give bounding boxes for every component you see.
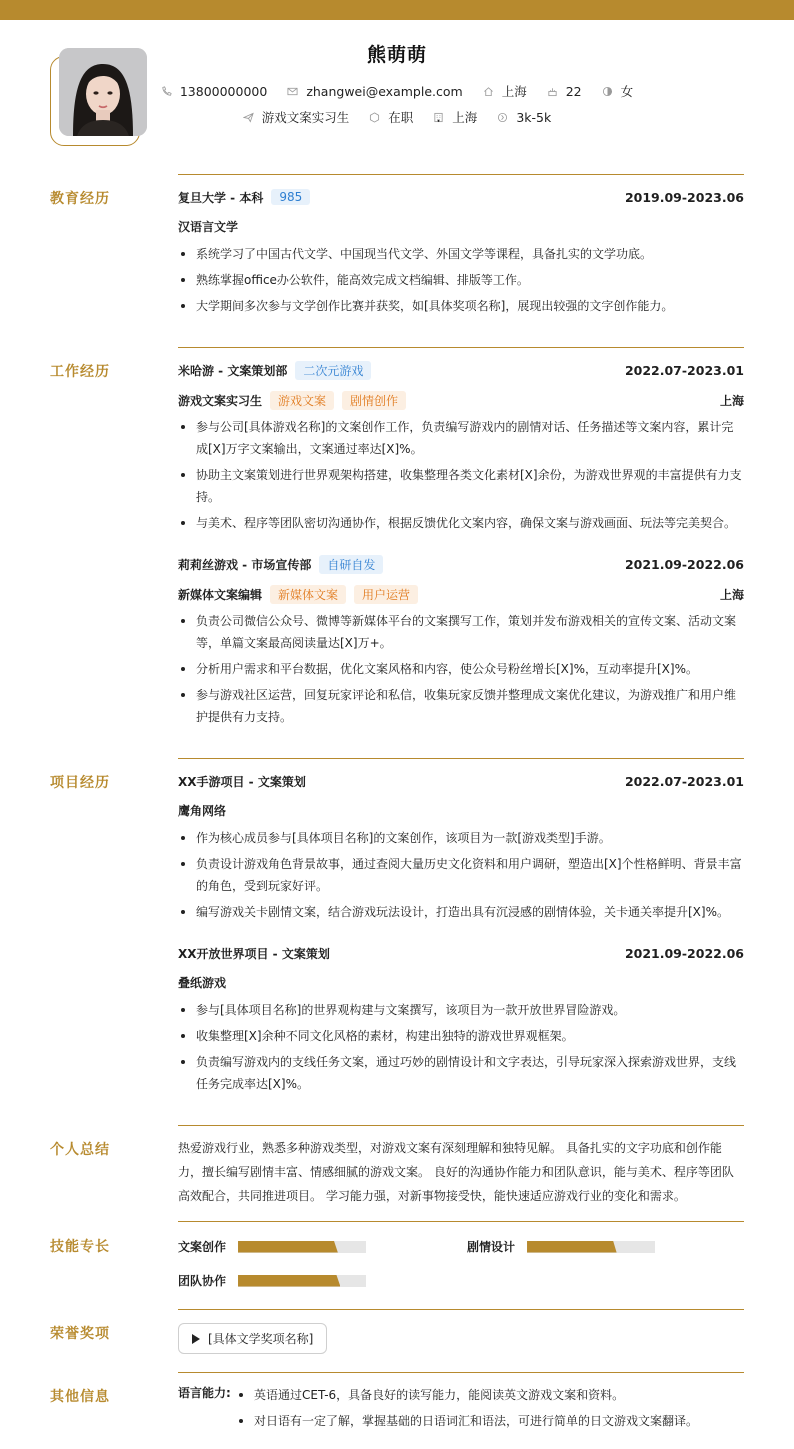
project-period: 2021.09-2022.06 <box>624 945 744 961</box>
skill-bar-fill <box>238 1241 338 1253</box>
phone-item <box>161 84 267 99</box>
send-icon <box>243 112 254 123</box>
divider-skills <box>178 1221 744 1222</box>
section-title-projects: 项目经历 <box>50 775 110 791</box>
work-period: 2022.07-2023.01 <box>624 362 744 378</box>
role-text: 游戏文案实习生 <box>261 110 350 125</box>
project-bullets <box>178 827 744 923</box>
work-bullets <box>178 610 744 728</box>
work-period: 2021.09-2022.06 <box>624 556 744 572</box>
project-block-2 <box>178 943 744 1099</box>
status-text: 在职 <box>388 110 414 125</box>
project-org: 鹰角网络 <box>178 804 227 818</box>
phone-icon <box>161 86 172 97</box>
contact-row <box>0 82 794 100</box>
status-item <box>369 108 413 126</box>
expand-triangle-icon <box>192 1334 200 1344</box>
project-bullets <box>178 999 744 1095</box>
divider-work <box>178 347 744 348</box>
role-tag: 游戏文案 <box>270 391 334 410</box>
coin-icon <box>497 112 508 123</box>
skill-name: 团队协作 <box>178 1274 227 1288</box>
divider-other <box>178 1372 744 1373</box>
candidate-name: 熊萌萌 <box>366 44 427 66</box>
list-item: 参与公司[具体游戏名称]的文案创作工作，负责编写游戏内的剧情对话、任务描述等文案内容，累计完成[X]万字文案输出，文案通过率达[X]%。 <box>178 416 744 460</box>
work-location: 上海 <box>719 393 744 408</box>
skill-name: 剧情设计 <box>467 1240 516 1254</box>
role-tag: 用户运营 <box>354 585 418 604</box>
age-text: 22 <box>565 83 582 99</box>
skill-item <box>178 1238 366 1255</box>
major: 汉语言文学 <box>178 220 239 234</box>
target-city-text: 上海 <box>452 110 478 125</box>
skill-bar <box>527 1241 655 1253</box>
section-title-other: 其他信息 <box>50 1389 110 1405</box>
email-item <box>287 84 462 99</box>
status-icon <box>369 112 380 123</box>
skill-name: 文案创作 <box>178 1240 227 1254</box>
list-item: 参与游戏社区运营，回复玩家评论和私信，收集玩家反馈并整理成文案优化建议，为游戏推广和用户维护提供有力支持。 <box>178 684 744 728</box>
school-tag: 985 <box>271 189 310 205</box>
cake-icon <box>547 86 558 97</box>
education-block <box>178 187 744 321</box>
list-item: 对日语有一定了解，掌握基础的日语词汇和语法，可进行简单的日文游戏文案翻译。 <box>236 1410 744 1432</box>
project-org: 叠纸游戏 <box>178 976 227 990</box>
role-tag: 新媒体文案 <box>270 585 346 604</box>
education-bullets <box>178 243 744 317</box>
gender-text: 女 <box>620 84 634 99</box>
list-item: 分析用户需求和平台数据，优化文案风格和内容，使公众号粉丝增长[X]%，互动率提升[X]%。 <box>178 658 744 680</box>
language-label: 语言能力: <box>178 1386 231 1400</box>
work-block-2 <box>178 554 744 732</box>
email-text[interactable]: zhangwei@example.com <box>306 83 463 99</box>
summary-text: 热爱游戏行业，熟悉多种游戏类型，对游戏文案有深刻理解和独特见解。 具备扎实的文字功底和创作能力，擅长编写剧情丰富、情感细腻的游戏文案。 良好的沟通协作能力和团队意识，能与美术、程序等团队高效配合，共同推进项目。 学习能力强，对新事物接受快，能快速适应游戏行业的变化和需求。 <box>178 1141 734 1203</box>
award-toggle-button[interactable] <box>178 1323 327 1354</box>
list-item: 编写游戏关卡剧情文案，结合游戏玩法设计，打造出具有沉浸感的剧情体验，关卡通关率提升[X]%。 <box>178 901 744 923</box>
salary-item <box>497 110 551 125</box>
work-location: 上海 <box>719 587 744 602</box>
job-role: 游戏文案实习生 <box>178 393 263 408</box>
list-item: 负责编写游戏内的支线任务文案，通过巧妙的剧情设计和文字表达，引导玩家深入探索游戏世界，支线任务完成率达[X]%。 <box>178 1051 744 1095</box>
project-name: XX开放世界项目 - 文案策划 <box>178 946 330 961</box>
salary-text: 3k-5k <box>516 109 552 125</box>
list-item: 与美术、程序等团队密切沟通协作，根据反馈优化文案内容，确保文案与游戏画面、玩法等完美契合。 <box>178 512 744 534</box>
skill-bar <box>238 1241 366 1253</box>
education-period: 2019.09-2023.06 <box>624 189 744 205</box>
school-name: 复旦大学 - 本科 <box>178 190 264 205</box>
list-item: 参与[具体项目名称]的世界观构建与文案撰写，该项目为一款开放世界冒险游戏。 <box>178 999 744 1021</box>
list-item: 大学期间多次参与文学创作比赛并获奖，如[具体奖项名称]，展现出较强的文字创作能力。 <box>178 295 744 317</box>
list-item: 熟练掌握office办公软件，能高效完成文档编辑、排版等工作。 <box>178 269 744 291</box>
work-block-1 <box>178 360 744 538</box>
phone-text[interactable]: 13800000000 <box>179 83 268 99</box>
intent-row <box>0 108 794 126</box>
target-city-item <box>433 108 477 126</box>
skill-item <box>467 1238 655 1255</box>
list-item: 系统学习了中国古代文学、中国现当代文学、外国文学等课程，具备扎实的文学功底。 <box>178 243 744 265</box>
list-item: 收集整理[X]余种不同文化风格的素材，构建出独特的游戏世界观框架。 <box>178 1025 744 1047</box>
list-item: 协助主文案策划进行世界观架构搭建，收集整理各类文化素材[X]余份，为游戏世界观的丰富提供有力支持。 <box>178 464 744 508</box>
section-title-awards: 荣誉奖项 <box>50 1326 110 1342</box>
work-bullets <box>178 416 744 534</box>
building-icon <box>433 112 444 123</box>
divider-education <box>178 174 744 175</box>
project-name: XX手游项目 - 文案策划 <box>178 774 306 789</box>
role-tag: 剧情创作 <box>342 391 406 410</box>
award-label: [具体文学奖项名称] <box>208 1332 314 1346</box>
skill-bar-fill <box>527 1241 617 1253</box>
gender-item <box>602 82 634 100</box>
company-tag: 自研自发 <box>319 555 383 574</box>
section-title-skills: 技能专长 <box>50 1239 110 1255</box>
skill-bar-fill <box>238 1275 340 1287</box>
role-item <box>243 108 350 126</box>
list-item: 负责公司微信公众号、微博等新媒体平台的文案撰写工作，策划并发布游戏相关的宣传文案、活动文案等，单篇文案最高阅读量达[X]万+。 <box>178 610 744 654</box>
list-item: 英语通过CET-6，具备良好的读写能力，能阅读英文游戏文案和资料。 <box>236 1384 744 1406</box>
divider-awards <box>178 1309 744 1310</box>
divider-summary <box>178 1125 744 1126</box>
project-block-1 <box>178 771 744 927</box>
divider-projects <box>178 758 744 759</box>
company-name: 莉莉丝游戏 - 市场宣传部 <box>178 557 312 572</box>
section-title-summary: 个人总结 <box>50 1142 110 1158</box>
section-title-work: 工作经历 <box>50 364 110 380</box>
age-item <box>547 84 582 99</box>
city-item <box>483 82 527 100</box>
skill-bar <box>238 1275 366 1287</box>
mail-icon <box>287 86 298 97</box>
home-icon <box>483 86 494 97</box>
section-title-education: 教育经历 <box>50 191 110 207</box>
list-item: 作为核心成员参与[具体项目名称]的文案创作，该项目为一款[游戏类型]手游。 <box>178 827 744 849</box>
city-text: 上海 <box>501 84 527 99</box>
company-name: 米哈游 - 文案策划部 <box>178 363 288 378</box>
project-period: 2022.07-2023.01 <box>624 773 744 789</box>
gender-icon <box>602 86 613 97</box>
job-role: 新媒体文案编辑 <box>178 587 263 602</box>
skill-item <box>178 1272 366 1289</box>
top-accent-bar <box>0 0 794 20</box>
language-list <box>236 1384 744 1436</box>
company-tag: 二次元游戏 <box>295 361 371 380</box>
list-item: 负责设计游戏角色背景故事，通过查阅大量历史文化资料和用户调研，塑造出[X]个性格鲜明、背景丰富的角色，受到玩家好评。 <box>178 853 744 897</box>
